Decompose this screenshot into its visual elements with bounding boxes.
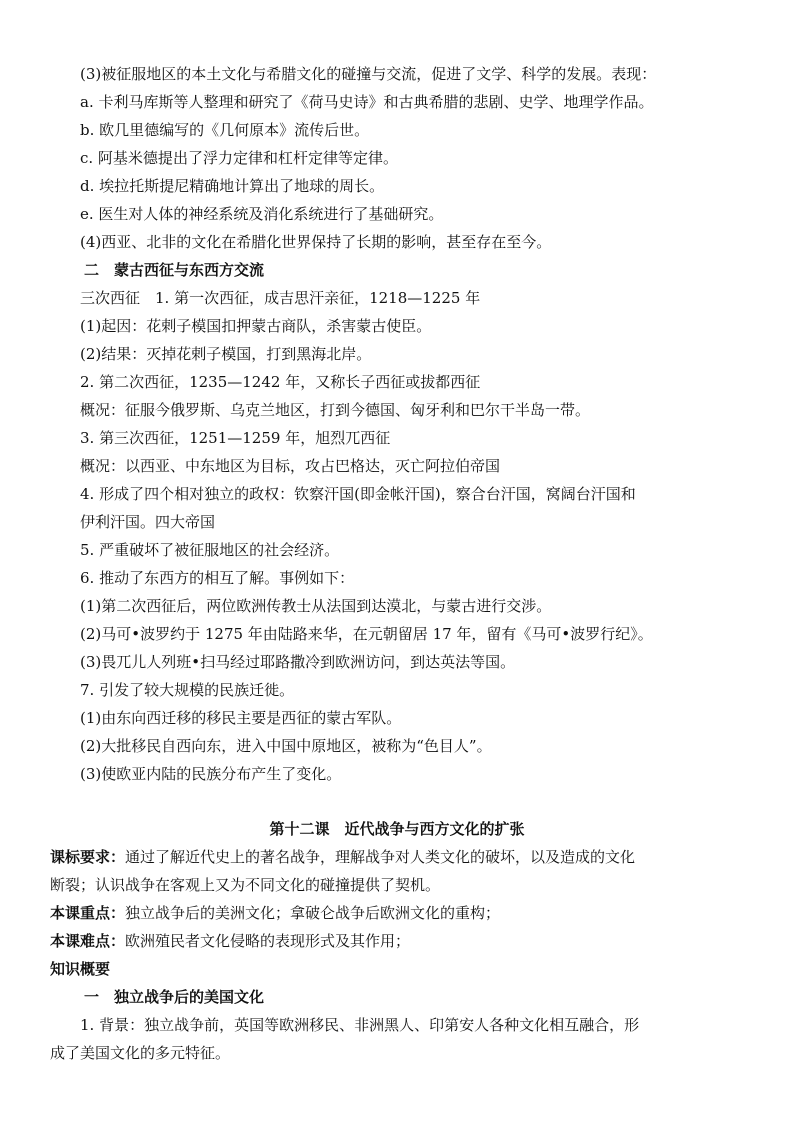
section-heading-mongol: 二 蒙古西征与东西方交流 <box>84 261 265 279</box>
paragraph-4: (4)西亚、北非的文化在希腊化世界保持了长期的影响，甚至存在至今。 <box>80 233 552 251</box>
list-item-a: a. 卡利马库斯等人整理和研究了《荷马史诗》和古典希腊的悲剧、史学、地理学作品。 <box>80 93 654 111</box>
text-line: (2)结果：灭掉花剌子模国，打到黑海北岸。 <box>80 345 372 363</box>
list-item-d: d. 埃拉托斯提尼精确地计算出了地球的周长。 <box>80 177 385 195</box>
text-line: 1. 背景：独立战争前，英国等欧洲移民、非洲黑人、印第安人各种文化相互融合，形 <box>80 1016 640 1034</box>
list-item-e: e. 医生对人体的神经系统及消化系统进行了基础研究。 <box>80 205 444 223</box>
text-line: 伊利汗国。四大帝国 <box>80 513 216 531</box>
text-line: 5. 严重破坏了被征服地区的社会经济。 <box>80 541 340 559</box>
text-line: (3)畏兀儿人列班•扫马经过耶路撒冷到欧洲访问，到达英法等国。 <box>80 653 516 671</box>
text-line: (1)第二次西征后，两位欧洲传教士从法国到达漠北，与蒙古进行交涉。 <box>80 597 552 615</box>
lesson-title: 第十二课 近代战争与西方文化的扩张 <box>269 820 525 838</box>
text-line: (2)大批移民自西向东，进入中国中原地区，被称为“色目人”。 <box>80 737 492 755</box>
list-item-b: b. 欧几里德编写的《几何原本》流传后世。 <box>80 121 370 139</box>
requirement-text: 通过了解近代史上的著名战争，理解战争对人类文化的破坏，以及造成的文化 <box>125 848 636 866</box>
curriculum-requirement <box>0 843 780 871</box>
difficult-points-label: 本课难点： <box>50 932 126 950</box>
text-line: 6. 推动了东西方的相互了解。事例如下： <box>80 569 355 587</box>
difficult-points-text: 欧洲殖民者文化侵略的表现形式及其作用； <box>125 932 411 950</box>
text-line: 成了美国文化的多元特征。 <box>50 1044 231 1062</box>
text-line: 2. 第二次西征，1235—1242 年，又称长子西征或拔都西征 <box>80 373 481 391</box>
text-line: 4. 形成了四个相对独立的政权：钦察汗国(即金帐汗国)，察合台汗国，窝阔台汗国和 <box>80 485 636 503</box>
text-line: 7. 引发了较大规模的民族迁徙。 <box>80 681 295 699</box>
subsection-heading: 一 独立战争后的美国文化 <box>84 988 265 1006</box>
text-line: (1)由东向西迁移的移民主要是西征的蒙古军队。 <box>80 709 402 727</box>
key-points-label: 本课重点： <box>50 904 126 922</box>
requirement-label: 课标要求： <box>50 848 126 866</box>
key-points <box>0 899 780 927</box>
key-points-text: 独立战争后的美洲文化；拿破仑战争后欧洲文化的重构； <box>125 904 501 922</box>
text-line: (3)使欧亚内陆的民族分布产生了变化。 <box>80 765 342 783</box>
list-item-c: c. 阿基米德提出了浮力定律和杠杆定律等定律。 <box>80 149 398 167</box>
overview-heading: 知识概要 <box>50 960 111 978</box>
text-line: (1)起因：花剌子模国扣押蒙古商队，杀害蒙古使臣。 <box>80 317 432 335</box>
text-line: 3. 第三次西征，1251—1259 年，旭烈兀西征 <box>80 429 391 447</box>
text-line: (2)马可•波罗约于 1275 年由陆路来华，在元朝留居 17 年，留有《马可•波罗行纪》。 <box>80 625 653 643</box>
paragraph-3: (3)被征服地区的本土文化与希腊文化的碰撞与交流，促进了文学、科学的发展。表现： <box>80 65 657 83</box>
difficult-points <box>0 927 780 955</box>
requirement-text-cont: 断裂；认识战争在客观上又为不同文化的碰撞提供了契机。 <box>50 876 441 894</box>
text-line: 概况：征服今俄罗斯、乌克兰地区，打到今德国、匈牙利和巴尔干半岛一带。 <box>80 401 591 419</box>
text-line: 三次西征 1. 第一次西征，成吉思汗亲征，1218—1225 年 <box>80 289 481 307</box>
text-line: 概况：以西亚、中东地区为目标，攻占巴格达，灭亡阿拉伯帝国 <box>80 457 501 475</box>
